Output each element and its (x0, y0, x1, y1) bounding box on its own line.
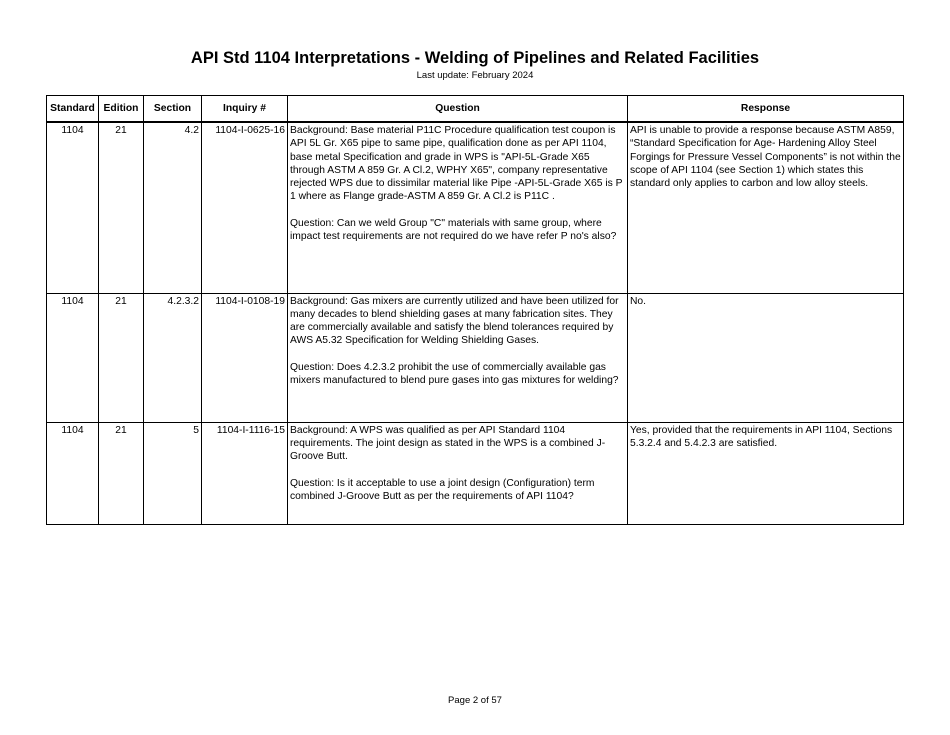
cell-section: 4.2.3.2 (144, 293, 202, 422)
cell-question (288, 122, 628, 293)
page-number: Page 2 of 57 (448, 695, 502, 706)
question-background: Background: Gas mixers are currently utilized and have been utilized for many decades to blend shielding gases at many fabrication sites. They are commercially available and satisfy the blend tolerances required by AWS A5.32 Specification for Welding Shielding Gases. (290, 295, 619, 347)
cell-response: Yes, provided that the requirements in API 1104, Sections 5.3.2.4 and 5.4.2.3 are satisfied. (628, 422, 904, 524)
question-background: Background: Base material P11C Procedure qualification test coupon is API 5L Gr. X65 pipe to same pipe, qualification done as per API 1104, base metal Specification and grade in WPS is "API-5L-Grade X65 through ASTM A 859 Gr. A Cl.2, WPHY X65", company representative rejected WPS due to dissimilar material like Pipe -API-5L-Grade X65 is P 1 where as Flange grade-ASTM A 859 Gr. A Cl.2 is P11C . (290, 125, 623, 203)
document-title: API Std 1104 Interpretations - Welding of Pipelines and Related Facilities (190, 49, 760, 67)
cell-question (288, 422, 628, 524)
header-edition: Edition (99, 96, 144, 123)
question-text: Question: Is it acceptable to use a joint design (Configuration) term combined J-Groove Butt as per the requirements of API 1104? (290, 477, 595, 502)
cell-inquiry: 1104-I-0625-16 (202, 122, 288, 293)
cell-response: No. (628, 293, 904, 422)
last-update-subtitle: Last update: February 2024 (416, 70, 534, 81)
cell-section: 4.2 (144, 122, 202, 293)
cell-edition: 21 (99, 422, 144, 524)
question-text: Question: Does 4.2.3.2 prohibit the use of commercially available gas mixers manufactured to blend pure gases into gas mixtures for welding? (290, 361, 619, 387)
question-text: Question: Can we weld Group "C" materials with same group, where impact test requirements are not required do we have refer P no's also? (290, 218, 617, 243)
question-background: Background: A WPS was qualified as per API Standard 1104 requirements. The joint design as stated in the WPS is a combined J-Groove Butt. (290, 424, 606, 463)
cell-inquiry: 1104-I-0108-19 (202, 293, 288, 422)
cell-response: API is unable to provide a response because ASTM A859, “Standard Specification for Age- Hardening Alloy Steel Forgings for Pressure Vessel Components” is not within the scope of API 1104 (see Section 1) which states this standard only applies to carbon and low alloy steels. (628, 122, 904, 293)
header-section: Section (144, 96, 202, 123)
cell-standard: 1104 (47, 422, 99, 524)
table-header-row (47, 96, 904, 123)
table-row (47, 422, 904, 524)
cell-standard: 1104 (47, 293, 99, 422)
header-inquiry: Inquiry # (202, 96, 288, 123)
cell-edition: 21 (99, 293, 144, 422)
table-row (47, 122, 904, 293)
header-response: Response (628, 96, 904, 123)
cell-inquiry: 1104-I-1116-15 (202, 422, 288, 524)
table-row (47, 293, 904, 422)
header-standard: Standard (47, 96, 99, 123)
cell-question (288, 293, 628, 422)
cell-edition: 21 (99, 122, 144, 293)
interpretations-table (46, 95, 904, 525)
header-question: Question (288, 96, 628, 123)
cell-standard: 1104 (47, 122, 99, 293)
cell-section: 5 (144, 422, 202, 524)
